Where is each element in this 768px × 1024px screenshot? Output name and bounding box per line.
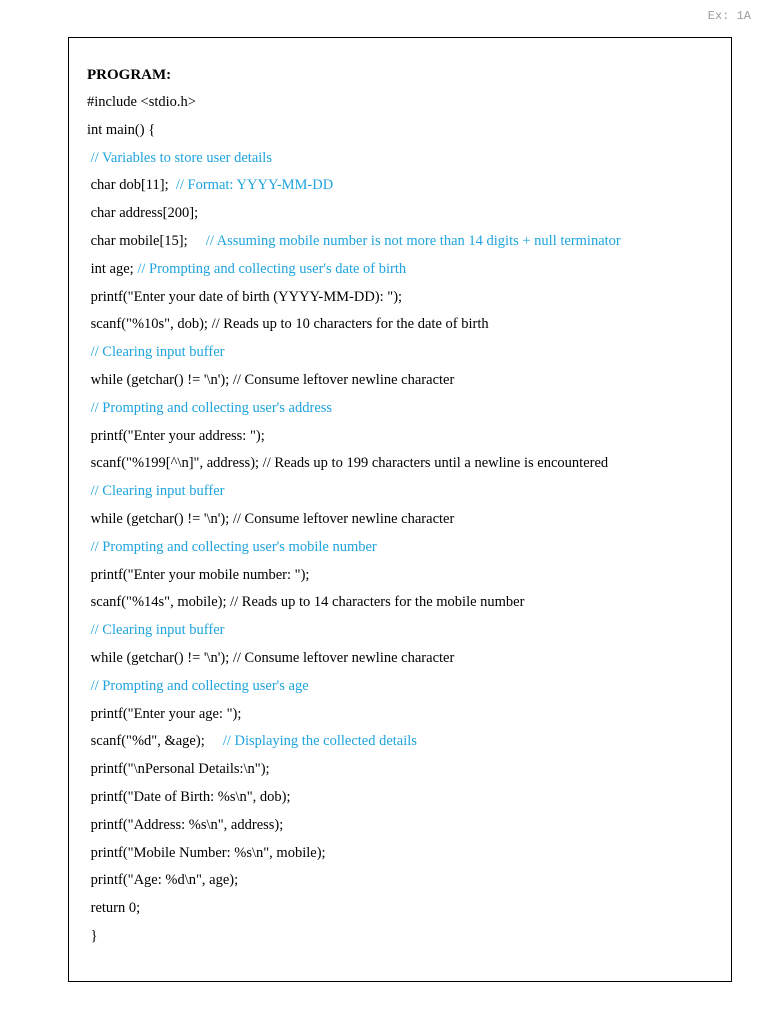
code-line bbox=[87, 510, 454, 528]
code-text: while (getchar() != '\n'); // Consume leftover newline character bbox=[87, 650, 455, 666]
code-comment: // Prompting and collecting user's date of birth bbox=[137, 260, 407, 277]
code-text: char mobile[15]; bbox=[87, 233, 206, 249]
code-text: return 0; bbox=[87, 900, 141, 917]
code-line bbox=[87, 427, 265, 445]
code-line bbox=[87, 705, 241, 723]
code-text: scanf("%10s", dob); // Reads up to 10 characters for the date of birth bbox=[87, 316, 489, 333]
code-line bbox=[87, 899, 140, 917]
code-line bbox=[87, 176, 333, 194]
code-line bbox=[87, 121, 155, 139]
code-text: printf("Mobile Number: %s\n", mobile); bbox=[87, 844, 326, 861]
code-text: printf("Enter your age: "); bbox=[87, 705, 242, 722]
code-line bbox=[87, 649, 454, 667]
code-text: while (getchar() != '\n'); // Consume leftover newline character bbox=[87, 372, 455, 388]
code-line bbox=[87, 871, 238, 889]
code-comment: // Clearing input buffer bbox=[87, 344, 225, 361]
code-text: scanf("%199[^\n]", address); // Reads up to 199 characters until a newline is encountered bbox=[87, 455, 609, 472]
code-line bbox=[87, 621, 224, 639]
code-line bbox=[87, 371, 454, 389]
code-text: int age; bbox=[87, 260, 138, 277]
code-text: char address[200]; bbox=[87, 205, 199, 222]
code-line bbox=[87, 343, 224, 361]
code-text: printf("Address: %s\n", address); bbox=[87, 816, 284, 833]
code-line bbox=[87, 927, 98, 945]
code-line bbox=[87, 538, 377, 556]
code-line bbox=[87, 482, 224, 500]
code-line bbox=[87, 566, 309, 584]
code-comment: // Clearing input buffer bbox=[87, 483, 225, 500]
code-line bbox=[87, 204, 198, 222]
code-text: #include <stdio.h> bbox=[87, 94, 196, 110]
code-line bbox=[87, 232, 621, 250]
code-line bbox=[87, 288, 402, 306]
code-line bbox=[87, 816, 283, 834]
code-line bbox=[87, 454, 608, 472]
code-comment: // Prompting and collecting user's age bbox=[87, 677, 309, 694]
code-comment: // Displaying the collected details bbox=[222, 733, 417, 750]
code-line bbox=[87, 593, 524, 611]
code-line bbox=[87, 315, 489, 333]
code-text: } bbox=[87, 928, 98, 944]
code-text: printf("Age: %d\n", age); bbox=[87, 872, 239, 889]
code-line bbox=[87, 149, 272, 167]
exercise-label: Ex: 1A bbox=[707, 9, 751, 23]
code-line bbox=[87, 760, 270, 778]
code-text: scanf("%14s", mobile); // Reads up to 14 characters for the mobile number bbox=[87, 594, 525, 611]
code-line bbox=[87, 732, 417, 750]
code-comment: // Assuming mobile number is not more than 14 digits + null terminator bbox=[205, 233, 621, 249]
code-comment: // Variables to store user details bbox=[87, 149, 272, 166]
code-line bbox=[87, 844, 326, 862]
code-text: printf("Enter your address: "); bbox=[87, 427, 265, 444]
code-line bbox=[87, 399, 332, 417]
code-comment: // Format: YYYY-MM-DD bbox=[175, 177, 334, 194]
code-line bbox=[87, 788, 291, 806]
code-text: while (getchar() != '\n'); // Consume leftover newline character bbox=[87, 511, 455, 527]
code-line bbox=[87, 260, 406, 278]
code-text: scanf("%d", &age); bbox=[87, 733, 223, 750]
code-text: printf("Enter your date of birth (YYYY-MM-DD): "); bbox=[87, 288, 403, 305]
code-comment: // Prompting and collecting user's mobile number bbox=[87, 538, 377, 555]
code-text: printf("Enter your mobile number: "); bbox=[87, 566, 310, 583]
code-line bbox=[87, 93, 196, 111]
code-comment: // Prompting and collecting user's address bbox=[87, 399, 333, 416]
code-text: printf("Date of Birth: %s\n", dob); bbox=[87, 789, 291, 805]
code-line bbox=[87, 677, 309, 695]
code-comment: // Clearing input buffer bbox=[87, 622, 225, 639]
code-text: char dob[11]; bbox=[87, 177, 176, 194]
code-text: printf("\nPersonal Details:\n"); bbox=[87, 761, 270, 778]
code-text: int main() { bbox=[87, 121, 156, 138]
program-heading: PROGRAM: bbox=[87, 67, 172, 83]
